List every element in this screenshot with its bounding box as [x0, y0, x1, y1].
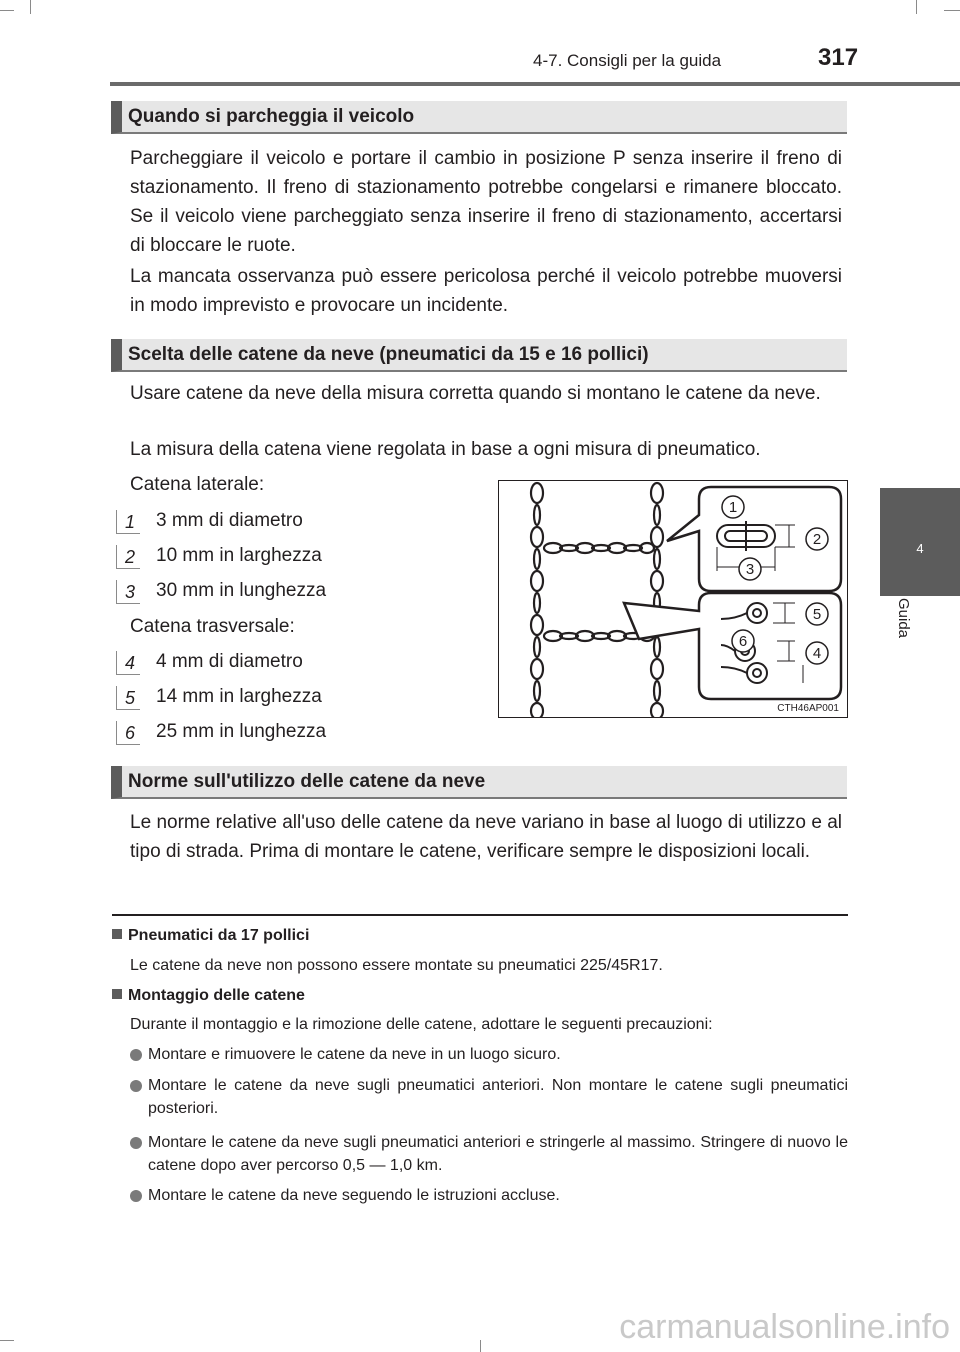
round-bullet-icon [130, 1049, 142, 1061]
side-chain-label: Catena laterale: [130, 474, 265, 495]
spec-number: 1 [116, 510, 142, 534]
header-rule [110, 82, 960, 86]
callout-5: 5 [812, 606, 822, 623]
chapter-number: 4 [916, 541, 924, 556]
section-title: Quando si parcheggia il veicolo [128, 106, 415, 127]
paragraph: La misura della catena viene regolata in base a ogni misura di pneumatico. [130, 439, 761, 460]
bullet-item: Montare le catene da neve seguendo le istruzioni accluse. [130, 1184, 848, 1207]
crop-mark [0, 1340, 14, 1341]
notes-divider [112, 914, 848, 916]
bullet-item: Montare e rimuovere le catene da neve in un luogo sicuro. [130, 1043, 848, 1066]
spec-number: 5 [116, 686, 142, 710]
callout-6: 6 [738, 633, 748, 650]
spec-number: 2 [116, 545, 142, 569]
spec-text: 14 mm in larghezza [156, 686, 322, 707]
section-heading [111, 766, 847, 799]
crop-mark [916, 0, 917, 14]
crop-mark [0, 10, 14, 11]
cross-chain-label: Catena trasversale: [130, 616, 295, 637]
spec-text: 30 mm in lunghezza [156, 580, 327, 601]
crop-mark [30, 0, 31, 14]
callout-2: 2 [812, 531, 822, 548]
chain-link-column [651, 483, 663, 717]
figure-code: CTH46AP001 [777, 703, 839, 714]
spec-text: 4 mm di diametro [156, 651, 303, 672]
snow-chain-illustration [499, 481, 847, 717]
section-heading [111, 101, 847, 134]
note-heading: Pneumatici da 17 pollici [112, 927, 309, 945]
spec-number: 4 [116, 651, 142, 675]
note-text: Durante il montaggio e la rimozione delle catene, adottare le seguenti precauzioni: [130, 1016, 713, 1033]
spec-number: 6 [116, 721, 142, 745]
round-bullet-icon [130, 1080, 142, 1092]
callout-3: 3 [745, 561, 755, 578]
section-path: 4-7. Consigli per la guida [533, 51, 722, 70]
bullet-item: Montare le catene da neve sugli pneumatici anteriori e stringerle al massimo. Stringere di nuovo le catene dopo aver percorso 0,5 — 1,0 km. [130, 1131, 848, 1177]
snow-chain-figure [498, 480, 848, 718]
paragraph: Le norme relative all'uso delle catene da neve variano in base al luogo di utilizzo e al tipo di strada. Prima di montare le catene, verificare sempre le disposizioni locali. [130, 812, 842, 862]
paragraph: Parcheggiare il veicolo e portare il cambio in posizione P senza inserire il freno di stazionamento. Il freno di stazionamento potrebbe congelarsi e rimanere bloccato. Se il veicolo viene parcheggiato senza inserire il freno di stazionamento, accertarsi di bloccare le ruote. [130, 148, 842, 256]
crop-mark [480, 1340, 481, 1352]
spec-number: 3 [116, 580, 142, 604]
section-title: Norme sull'utilizzo delle catene da neve [128, 771, 486, 792]
square-bullet-icon [112, 929, 122, 939]
page-number: 317 [818, 44, 859, 71]
section-title: Scelta delle catene da neve (pneumatici da 15 e 16 pollici) [128, 344, 649, 365]
paragraph: La mancata osservanza può essere pericolosa perché il veicolo potrebbe muoversi in modo imprevisto e provocare un incidente. [130, 266, 842, 316]
watermark: carmanualsonline.info [619, 1308, 950, 1346]
round-bullet-icon [130, 1137, 142, 1149]
spec-text: 3 mm di diametro [156, 510, 303, 531]
chain-link-column [531, 483, 543, 717]
crop-mark [944, 10, 960, 11]
chapter-label-text: Guida [895, 598, 912, 639]
spec-text: 25 mm in lunghezza [156, 721, 327, 742]
callout-1: 1 [728, 499, 738, 516]
bullet-item: Montare le catene da neve sugli pneumatici anteriori. Non montare le catene sugli pneumatici posteriori. [130, 1074, 848, 1120]
square-bullet-icon [112, 989, 122, 999]
section-heading [111, 339, 847, 372]
chapter-label [888, 598, 928, 668]
paragraph: Usare catene da neve della misura corretta quando si montano le catene da neve. [130, 383, 821, 404]
callout-4: 4 [812, 645, 822, 662]
note-heading: Montaggio delle catene [112, 987, 305, 1005]
cross-chain [544, 543, 654, 553]
note-text: Le catene da neve non possono essere montate su pneumatici 225/45R17. [130, 957, 663, 974]
round-bullet-icon [130, 1190, 142, 1202]
spec-text: 10 mm in larghezza [156, 545, 322, 566]
